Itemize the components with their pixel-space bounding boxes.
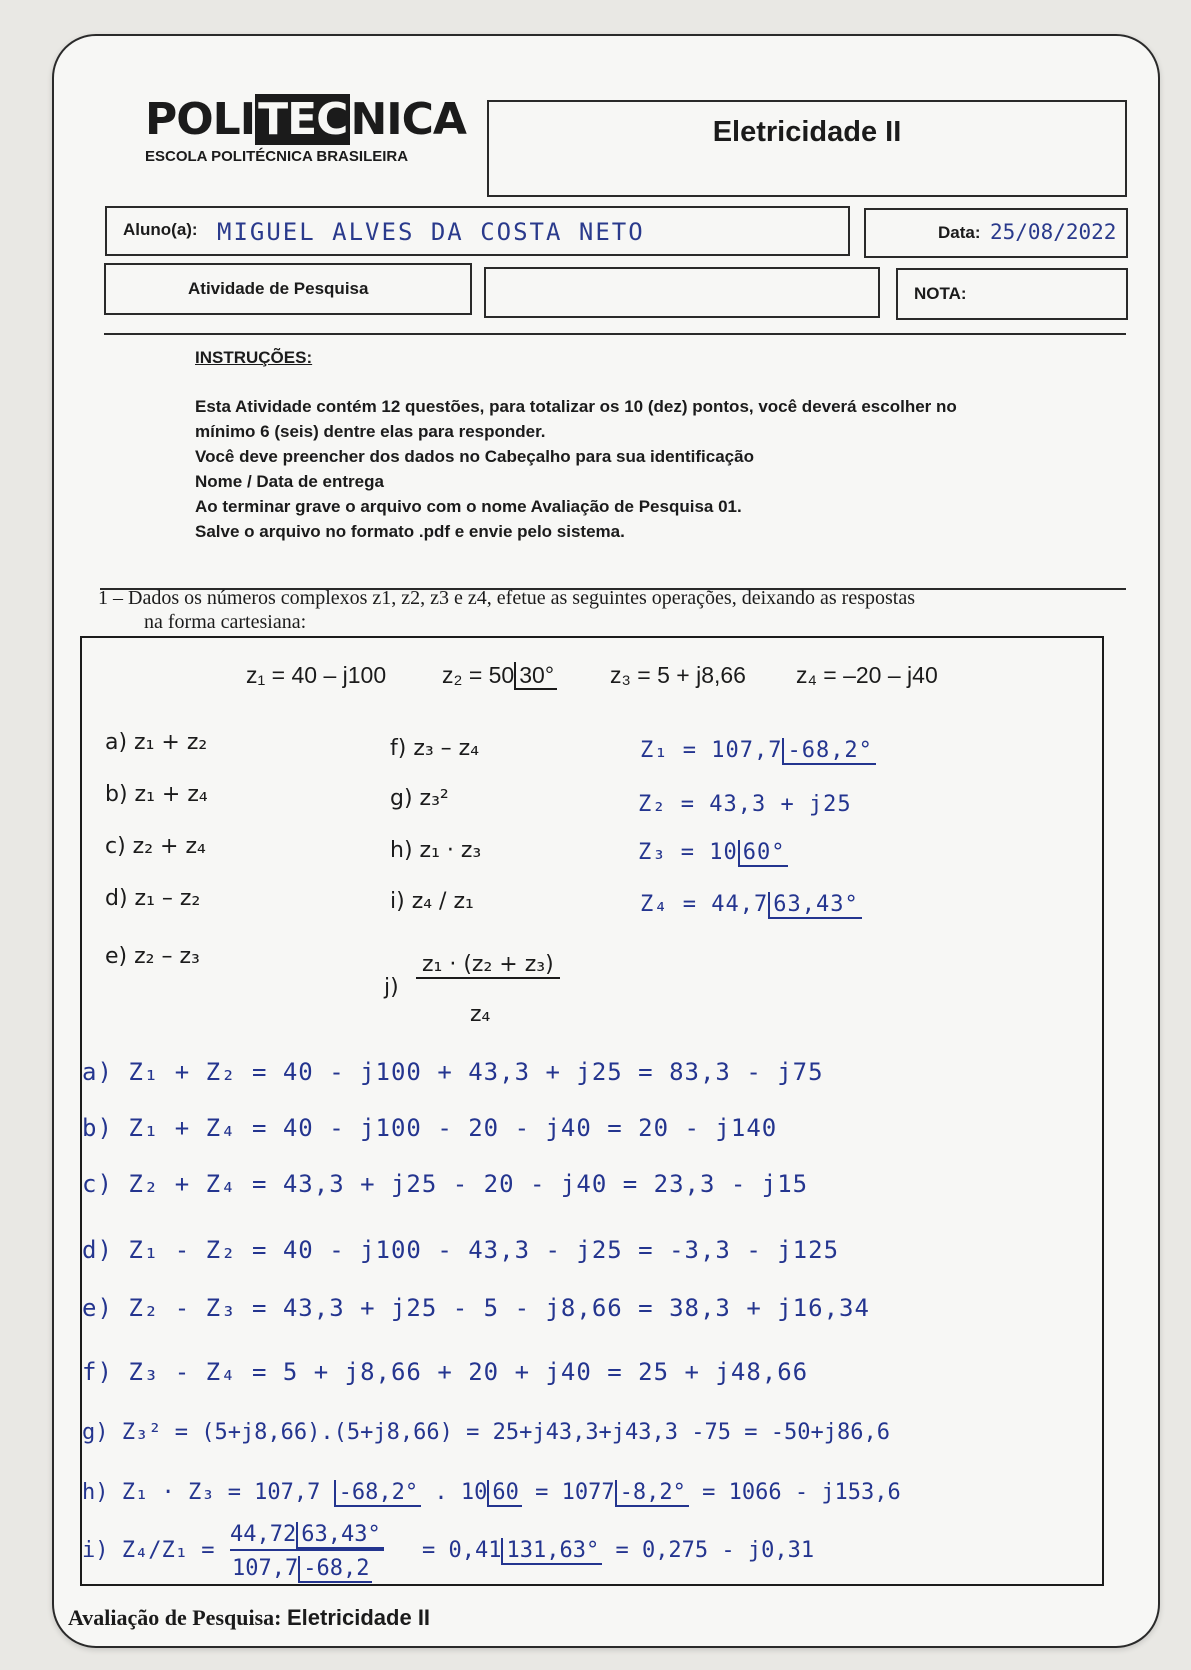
given-z4: z₄ = –20 – j40	[796, 662, 938, 688]
item-h: h) z₁ · z₃	[390, 838, 482, 863]
instruction-line: Você deve preencher dos dados no Cabeçalho para sua identificação	[195, 447, 754, 466]
student-label: Aluno(a):	[123, 220, 198, 239]
activity-label: Atividade de Pesquisa	[188, 279, 369, 298]
item-a: a) z₁ + z₂	[105, 730, 208, 755]
school-logo	[145, 96, 466, 165]
instruction-line: Nome / Data de entrega	[195, 472, 384, 491]
answer-c: c) Z₂ + Z₄ = 43,3 + j25 - 20 - j40 = 23,3 - j15	[82, 1170, 809, 1198]
instruction-line: Esta Atividade contém 12 questões, para totalizar os 10 (dez) pontos, você deverá escolher no	[195, 397, 957, 416]
item-f: f) z₃ – z₄	[390, 736, 480, 761]
instructions	[195, 345, 957, 544]
date-label: Data:	[938, 223, 981, 242]
answer-h-angle-1: -68,2°	[334, 1480, 421, 1507]
question-line-1: 1 – Dados os números complexos z1, z2, z3 e z4, efetue as seguintes operações, deixando as respostas	[98, 587, 915, 609]
item-j-denominator: z₄	[470, 1002, 491, 1027]
answer-h-angle-2: 60	[487, 1480, 522, 1507]
answer-i-result: = 0,41 131,63° = 0,275 - j0,31	[422, 1538, 815, 1563]
answer-h-angle-3: -8,2°	[615, 1480, 689, 1507]
note-z1-angle: -68,2°	[782, 738, 875, 765]
note-z1: Z₁ = 107,7 -68,2°	[640, 738, 876, 763]
answer-d: d) Z₁ - Z₂ = 40 - j100 - 43,3 - j25 = -3,3 - j125	[82, 1236, 840, 1264]
date-value: 25/08/2022	[990, 220, 1117, 244]
note-z3-angle: 60°	[738, 840, 789, 867]
note-z4-angle: 63,43°	[768, 892, 861, 919]
answer-i: i) Z₄/Z₁ = 44,72 63,43° 107,7 -68,2 = 0,41 131,63° = 0,275 - j0,31	[82, 1522, 815, 1581]
item-j-numerator: z₁ · (z₂ + z₃)	[416, 952, 560, 979]
answer-f: f) Z₃ - Z₄ = 5 + j8,66 + 20 + j40 = 25 + j48,66	[82, 1358, 809, 1386]
item-j-label: j)	[384, 975, 399, 1000]
grade-label: NOTA:	[914, 284, 967, 303]
instructions-title: INSTRUÇÕES:	[195, 348, 313, 367]
question-1	[98, 586, 1108, 634]
logo-wordmark: POLITECNICA	[145, 94, 466, 145]
answer-e: e) Z₂ - Z₃ = 43,3 + j25 - 5 - j8,66 = 38,3 + j16,34	[82, 1294, 870, 1322]
logo-subtitle: ESCOLA POLITÉCNICA BRASILEIRA	[145, 148, 409, 165]
item-b: b) z₁ + z₄	[105, 782, 208, 807]
answer-i-denominator: 107,7 -68,2	[232, 1556, 372, 1581]
student-box	[105, 206, 850, 256]
item-c: c) z₂ + z₄	[105, 834, 206, 859]
instruction-line: Ao terminar grave o arquivo com o nome Avaliação de Pesquisa 01.	[195, 497, 742, 516]
given-z3: z₃ = 5 + j8,66	[610, 662, 746, 688]
answer-g: g) Z₃² = (5+j8,66).(5+j8,66) = 25+j43,3+j43,3 -75 = -50+j86,6	[82, 1420, 890, 1445]
grade-box	[896, 268, 1128, 320]
given-z1: z₁ = 40 – j100	[246, 662, 387, 688]
instruction-line: mínimo 6 (seis) dentre elas para responder.	[195, 422, 546, 441]
blank-box	[484, 267, 880, 318]
note-z3: Z₃ = 10 60°	[638, 840, 788, 865]
date-box	[864, 208, 1128, 258]
item-e: e) z₂ – z₃	[105, 944, 200, 969]
item-g: g) z₃²	[390, 786, 449, 811]
course-title: Eletricidade II	[712, 116, 902, 148]
answer-a: a) Z₁ + Z₂ = 40 - j100 + 43,3 + j25 = 83,3 - j75	[82, 1058, 824, 1086]
given-z2-angle: 30°	[514, 662, 557, 690]
instruction-line: Salve o arquivo no formato .pdf e envie pelo sistema.	[195, 522, 625, 541]
course-box	[487, 100, 1127, 197]
activity-box	[104, 263, 472, 315]
item-i: i) z₄ / z₁	[390, 889, 474, 914]
question-line-2: na forma cartesiana:	[144, 611, 307, 633]
student-name: MIGUEL ALVES DA COSTA NETO	[217, 218, 645, 246]
answer-i-numerator: 44,72 63,43°	[230, 1522, 384, 1551]
answer-b: b) Z₁ + Z₄ = 40 - j100 - 20 - j40 = 20 - j140	[82, 1114, 778, 1142]
header-divider	[104, 333, 1126, 335]
note-z4: Z₄ = 44,7 63,43°	[640, 892, 862, 917]
footer: Avaliação de Pesquisa: Eletricidade II	[68, 1605, 431, 1630]
item-d: d) z₁ – z₂	[105, 886, 201, 911]
answer-h: h) Z₁ · Z₃ = 107,7 -68,2° . 10 60 = 1077 -8,2° = 1066 - j153,6	[82, 1480, 901, 1505]
note-z2: Z₂ = 43,3 + j25	[638, 792, 852, 817]
given-z2: z₂ = 50 30°	[442, 662, 557, 689]
